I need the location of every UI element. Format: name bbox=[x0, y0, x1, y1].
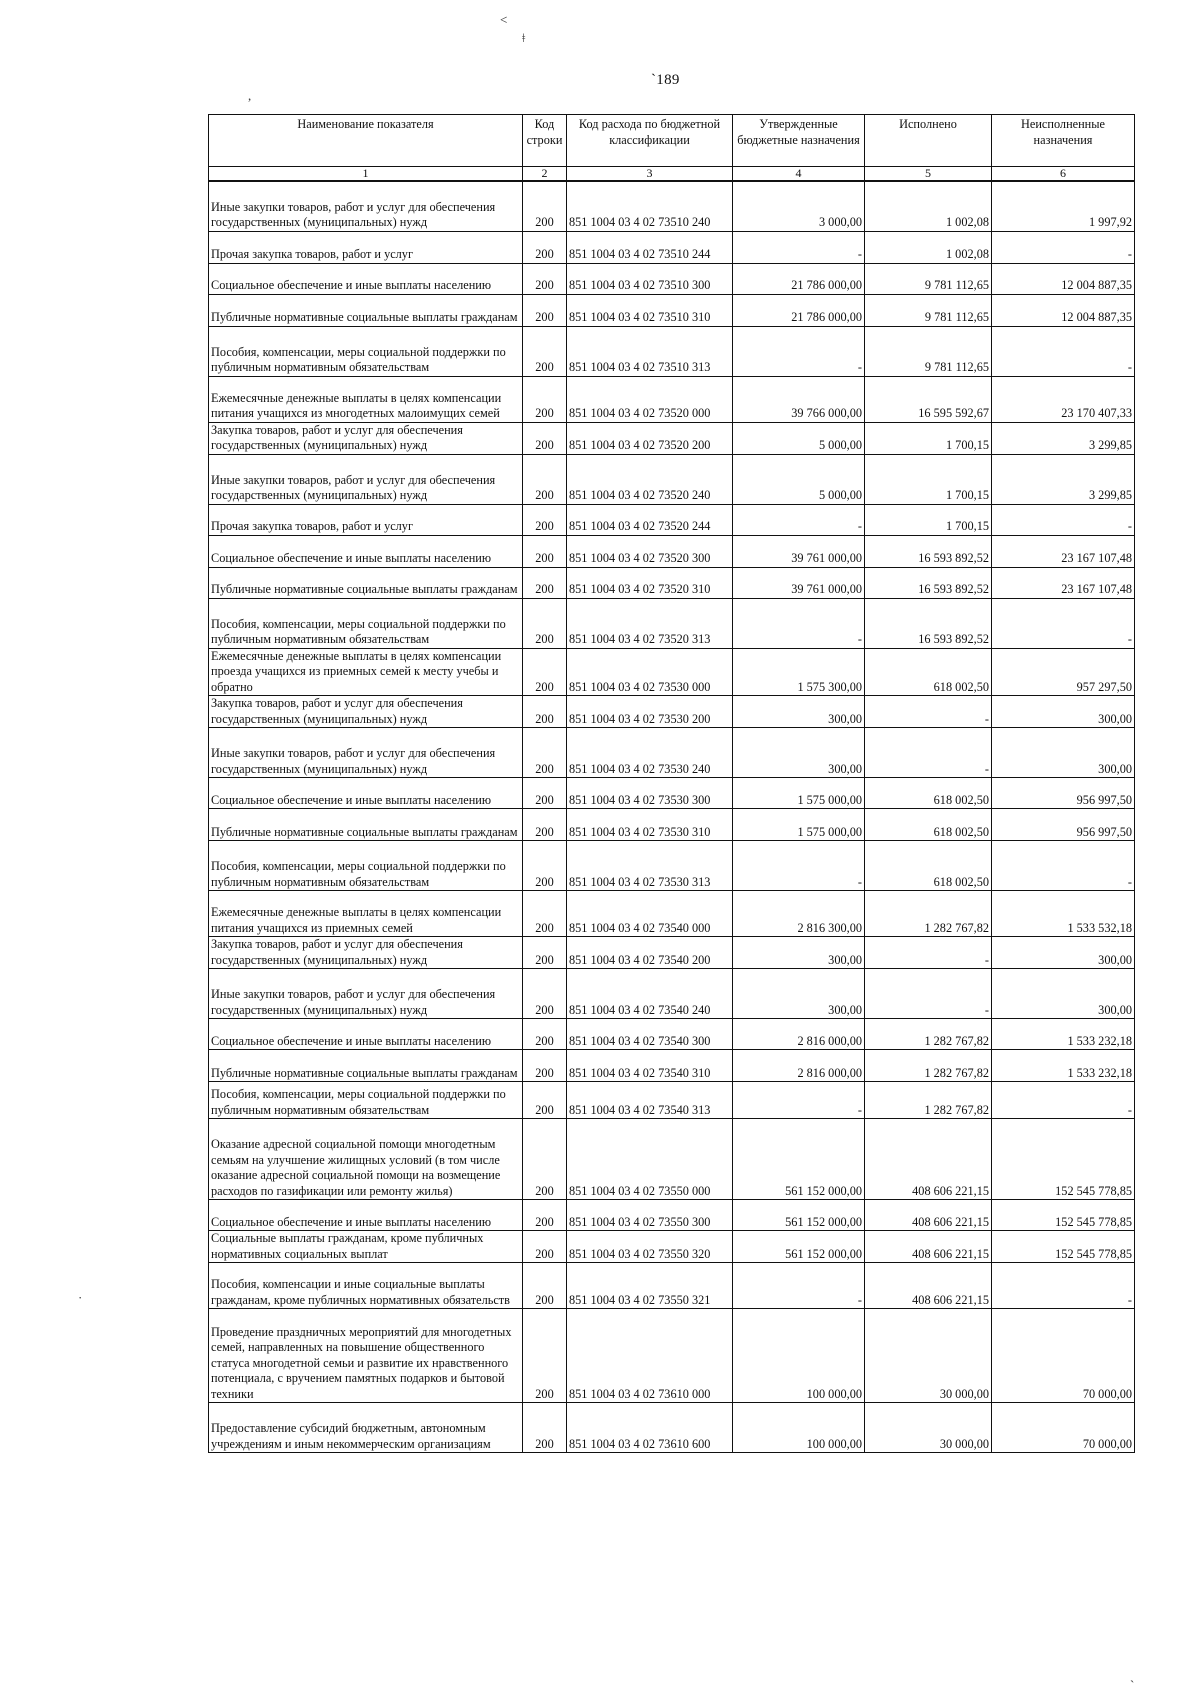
executed-amount: - bbox=[865, 937, 992, 969]
line-code: 200 bbox=[523, 728, 567, 778]
unexecuted-amount: 1 533 532,18 bbox=[992, 891, 1135, 937]
approved-amount: - bbox=[733, 504, 865, 535]
line-code: 200 bbox=[523, 696, 567, 728]
table-row bbox=[209, 1403, 1135, 1453]
executed-amount: 9 781 112,65 bbox=[865, 326, 992, 376]
classification-code: 851 1004 03 4 02 73510 310 bbox=[567, 294, 733, 326]
unexecuted-amount: 70 000,00 bbox=[992, 1309, 1135, 1403]
line-code: 200 bbox=[523, 1082, 567, 1119]
approved-amount: 100 000,00 bbox=[733, 1403, 865, 1453]
line-code: 200 bbox=[523, 969, 567, 1019]
table-row bbox=[209, 891, 1135, 937]
row-name: Социальное обеспечение и иные выплаты населению bbox=[209, 1200, 523, 1231]
approved-amount: 300,00 bbox=[733, 937, 865, 969]
line-code: 200 bbox=[523, 263, 567, 294]
classification-code: 851 1004 03 4 02 73550 300 bbox=[567, 1200, 733, 1231]
row-name: Оказание адресной социальной помощи многодетным семьям на улучшение жилищных условий (в том числе оказание адресной социальной помощи на возмещение расходов по газификации или ремонту жилья) bbox=[209, 1119, 523, 1200]
unexecuted-amount: 12 004 887,35 bbox=[992, 294, 1135, 326]
row-name: Иные закупки товаров, работ и услуг для обеспечения государственных (муниципальных) нужд bbox=[209, 728, 523, 778]
table-header-row bbox=[209, 115, 1135, 167]
approved-amount: 21 786 000,00 bbox=[733, 294, 865, 326]
classification-code: 851 1004 03 4 02 73510 244 bbox=[567, 231, 733, 263]
row-name: Прочая закупка товаров, работ и услуг bbox=[209, 504, 523, 535]
row-name: Пособия, компенсации, меры социальной поддержки по публичным нормативным обязательствам bbox=[209, 841, 523, 891]
unexecuted-amount: 23 167 107,48 bbox=[992, 567, 1135, 598]
approved-amount: - bbox=[733, 326, 865, 376]
column-number: 4 bbox=[733, 167, 865, 182]
executed-amount: 618 002,50 bbox=[865, 841, 992, 891]
table-row bbox=[209, 1082, 1135, 1119]
page-number: `189 bbox=[651, 72, 680, 88]
header-indicator-name: Наименование показателя bbox=[209, 115, 523, 167]
unexecuted-amount: 957 297,50 bbox=[992, 648, 1135, 696]
line-code: 200 bbox=[523, 841, 567, 891]
classification-code: 851 1004 03 4 02 73540 200 bbox=[567, 937, 733, 969]
approved-amount: 100 000,00 bbox=[733, 1309, 865, 1403]
table-row bbox=[209, 231, 1135, 263]
column-number: 1 bbox=[209, 167, 523, 182]
classification-code: 851 1004 03 4 02 73530 240 bbox=[567, 728, 733, 778]
row-name: Иные закупки товаров, работ и услуг для обеспечения государственных (муниципальных) нужд bbox=[209, 454, 523, 504]
classification-code: 851 1004 03 4 02 73610 000 bbox=[567, 1309, 733, 1403]
approved-amount: 300,00 bbox=[733, 728, 865, 778]
classification-code: 851 1004 03 4 02 73540 313 bbox=[567, 1082, 733, 1119]
table-row bbox=[209, 422, 1135, 454]
row-name: Прочая закупка товаров, работ и услуг bbox=[209, 231, 523, 263]
approved-amount: 561 152 000,00 bbox=[733, 1200, 865, 1231]
header-line-code: Код строки bbox=[523, 115, 567, 167]
executed-amount: 408 606 221,15 bbox=[865, 1119, 992, 1200]
table-row bbox=[209, 294, 1135, 326]
unexecuted-amount: 1 533 232,18 bbox=[992, 1019, 1135, 1050]
executed-amount: 1 002,08 bbox=[865, 231, 992, 263]
executed-amount: 1 002,08 bbox=[865, 181, 992, 231]
classification-code: 851 1004 03 4 02 73540 300 bbox=[567, 1019, 733, 1050]
line-code: 200 bbox=[523, 1200, 567, 1231]
executed-amount: 1 700,15 bbox=[865, 504, 992, 535]
table-row bbox=[209, 841, 1135, 891]
unexecuted-amount: 300,00 bbox=[992, 728, 1135, 778]
approved-amount: 3 000,00 bbox=[733, 181, 865, 231]
line-code: 200 bbox=[523, 294, 567, 326]
line-code: 200 bbox=[523, 937, 567, 969]
approved-amount: 1 575 000,00 bbox=[733, 809, 865, 841]
approved-amount: 1 575 000,00 bbox=[733, 778, 865, 809]
table-row bbox=[209, 809, 1135, 841]
executed-amount: 16 593 892,52 bbox=[865, 598, 992, 648]
classification-code: 851 1004 03 4 02 73520 300 bbox=[567, 535, 733, 567]
line-code: 200 bbox=[523, 1231, 567, 1263]
executed-amount: 1 700,15 bbox=[865, 454, 992, 504]
line-code: 200 bbox=[523, 567, 567, 598]
unexecuted-amount: 23 170 407,33 bbox=[992, 376, 1135, 422]
row-name: Пособия, компенсации, меры социальной поддержки по публичным нормативным обязательствам bbox=[209, 598, 523, 648]
classification-code: 851 1004 03 4 02 73520 310 bbox=[567, 567, 733, 598]
approved-amount: - bbox=[733, 231, 865, 263]
table-row bbox=[209, 535, 1135, 567]
approved-amount: 561 152 000,00 bbox=[733, 1231, 865, 1263]
unexecuted-amount: 70 000,00 bbox=[992, 1403, 1135, 1453]
row-name: Предоставление субсидий бюджетным, автономным учреждениям и иным некоммерческим организациям bbox=[209, 1403, 523, 1453]
row-name: Закупка товаров, работ и услуг для обеспечения государственных (муниципальных) нужд bbox=[209, 937, 523, 969]
executed-amount: 1 700,15 bbox=[865, 422, 992, 454]
line-code: 200 bbox=[523, 809, 567, 841]
classification-code: 851 1004 03 4 02 73510 240 bbox=[567, 181, 733, 231]
classification-code: 851 1004 03 4 02 73530 200 bbox=[567, 696, 733, 728]
line-code: 200 bbox=[523, 422, 567, 454]
line-code: 200 bbox=[523, 1050, 567, 1082]
unexecuted-amount: - bbox=[992, 504, 1135, 535]
line-code: 200 bbox=[523, 1263, 567, 1309]
approved-amount: - bbox=[733, 1263, 865, 1309]
unexecuted-amount: - bbox=[992, 598, 1135, 648]
row-name: Социальное обеспечение и иные выплаты населению bbox=[209, 1019, 523, 1050]
table-row bbox=[209, 567, 1135, 598]
column-number: 3 bbox=[567, 167, 733, 182]
executed-amount: 618 002,50 bbox=[865, 809, 992, 841]
classification-code: 851 1004 03 4 02 73520 313 bbox=[567, 598, 733, 648]
row-name: Закупка товаров, работ и услуг для обеспечения государственных (муниципальных) нужд bbox=[209, 422, 523, 454]
executed-amount: 16 593 892,52 bbox=[865, 567, 992, 598]
executed-amount: 9 781 112,65 bbox=[865, 263, 992, 294]
header-classification-code: Код расхода по бюджетной классификации bbox=[567, 115, 733, 167]
executed-amount: - bbox=[865, 696, 992, 728]
row-name: Публичные нормативные социальные выплаты гражданам bbox=[209, 809, 523, 841]
table-row bbox=[209, 454, 1135, 504]
approved-amount: - bbox=[733, 598, 865, 648]
approved-amount: 5 000,00 bbox=[733, 454, 865, 504]
approved-amount: 39 761 000,00 bbox=[733, 567, 865, 598]
table-row bbox=[209, 778, 1135, 809]
unexecuted-amount: - bbox=[992, 1082, 1135, 1119]
executed-amount: 1 282 767,82 bbox=[865, 1082, 992, 1119]
unexecuted-amount: 300,00 bbox=[992, 696, 1135, 728]
row-name: Социальное обеспечение и иные выплаты населению bbox=[209, 263, 523, 294]
approved-amount: 21 786 000,00 bbox=[733, 263, 865, 294]
line-code: 200 bbox=[523, 504, 567, 535]
scan-artifact: ǂ bbox=[522, 30, 526, 45]
classification-code: 851 1004 03 4 02 73510 313 bbox=[567, 326, 733, 376]
executed-amount: 618 002,50 bbox=[865, 648, 992, 696]
unexecuted-amount: - bbox=[992, 231, 1135, 263]
executed-amount: 408 606 221,15 bbox=[865, 1263, 992, 1309]
column-number: 6 bbox=[992, 167, 1135, 182]
row-name: Пособия, компенсации, меры социальной поддержки по публичным нормативным обязательствам bbox=[209, 326, 523, 376]
table-row bbox=[209, 1309, 1135, 1403]
executed-amount: 1 282 767,82 bbox=[865, 1019, 992, 1050]
approved-amount: 561 152 000,00 bbox=[733, 1119, 865, 1200]
column-number-row bbox=[209, 167, 1135, 182]
approved-amount: 2 816 300,00 bbox=[733, 891, 865, 937]
table-row bbox=[209, 937, 1135, 969]
row-name: Закупка товаров, работ и услуг для обеспечения государственных (муниципальных) нужд bbox=[209, 696, 523, 728]
approved-amount: - bbox=[733, 1082, 865, 1119]
unexecuted-amount: 12 004 887,35 bbox=[992, 263, 1135, 294]
table-row bbox=[209, 1050, 1135, 1082]
unexecuted-amount: 23 167 107,48 bbox=[992, 535, 1135, 567]
classification-code: 851 1004 03 4 02 73540 240 bbox=[567, 969, 733, 1019]
approved-amount: 5 000,00 bbox=[733, 422, 865, 454]
row-name: Ежемесячные денежные выплаты в целях компенсации проезда учащихся из приемных семей к месту учебы и обратно bbox=[209, 648, 523, 696]
line-code: 200 bbox=[523, 231, 567, 263]
row-name: Иные закупки товаров, работ и услуг для обеспечения государственных (муниципальных) нужд bbox=[209, 969, 523, 1019]
table-row bbox=[209, 598, 1135, 648]
unexecuted-amount: - bbox=[992, 841, 1135, 891]
row-name: Пособия, компенсации, меры социальной поддержки по публичным нормативным обязательствам bbox=[209, 1082, 523, 1119]
executed-amount: 30 000,00 bbox=[865, 1403, 992, 1453]
table-row bbox=[209, 696, 1135, 728]
table-row bbox=[209, 969, 1135, 1019]
table-row bbox=[209, 1119, 1135, 1200]
unexecuted-amount: 956 997,50 bbox=[992, 809, 1135, 841]
row-name: Социальное обеспечение и иные выплаты населению bbox=[209, 535, 523, 567]
unexecuted-amount: 152 545 778,85 bbox=[992, 1200, 1135, 1231]
approved-amount: 39 766 000,00 bbox=[733, 376, 865, 422]
classification-code: 851 1004 03 4 02 73540 000 bbox=[567, 891, 733, 937]
scan-artifact: · bbox=[78, 1290, 83, 1305]
table-row bbox=[209, 1019, 1135, 1050]
row-name: Публичные нормативные социальные выплаты гражданам bbox=[209, 294, 523, 326]
approved-amount: - bbox=[733, 841, 865, 891]
table-row bbox=[209, 376, 1135, 422]
classification-code: 851 1004 03 4 02 73520 000 bbox=[567, 376, 733, 422]
line-code: 200 bbox=[523, 598, 567, 648]
unexecuted-amount: 1 997,92 bbox=[992, 181, 1135, 231]
table-row bbox=[209, 326, 1135, 376]
classification-code: 851 1004 03 4 02 73550 321 bbox=[567, 1263, 733, 1309]
classification-code: 851 1004 03 4 02 73530 313 bbox=[567, 841, 733, 891]
unexecuted-amount: 300,00 bbox=[992, 969, 1135, 1019]
unexecuted-amount: 3 299,85 bbox=[992, 454, 1135, 504]
approved-amount: 2 816 000,00 bbox=[733, 1019, 865, 1050]
classification-code: 851 1004 03 4 02 73520 200 bbox=[567, 422, 733, 454]
row-name: Публичные нормативные социальные выплаты гражданам bbox=[209, 1050, 523, 1082]
line-code: 200 bbox=[523, 454, 567, 504]
column-number: 5 bbox=[865, 167, 992, 182]
line-code: 200 bbox=[523, 181, 567, 231]
executed-amount: 9 781 112,65 bbox=[865, 294, 992, 326]
row-name: Иные закупки товаров, работ и услуг для обеспечения государственных (муниципальных) нужд bbox=[209, 181, 523, 231]
row-name: Публичные нормативные социальные выплаты гражданам bbox=[209, 567, 523, 598]
executed-amount: 16 595 592,67 bbox=[865, 376, 992, 422]
table-row bbox=[209, 181, 1135, 231]
classification-code: 851 1004 03 4 02 73530 300 bbox=[567, 778, 733, 809]
header-approved: Утвержденные бюджетные назначения bbox=[733, 115, 865, 167]
unexecuted-amount: - bbox=[992, 326, 1135, 376]
line-code: 200 bbox=[523, 1309, 567, 1403]
unexecuted-amount: 152 545 778,85 bbox=[992, 1231, 1135, 1263]
line-code: 200 bbox=[523, 648, 567, 696]
table-row bbox=[209, 1200, 1135, 1231]
classification-code: 851 1004 03 4 02 73520 240 bbox=[567, 454, 733, 504]
table-row bbox=[209, 728, 1135, 778]
classification-code: 851 1004 03 4 02 73550 320 bbox=[567, 1231, 733, 1263]
classification-code: 851 1004 03 4 02 73510 300 bbox=[567, 263, 733, 294]
line-code: 200 bbox=[523, 1403, 567, 1453]
executed-amount: 1 282 767,82 bbox=[865, 1050, 992, 1082]
executed-amount: - bbox=[865, 728, 992, 778]
row-name: Пособия, компенсации и иные социальные выплаты гражданам, кроме публичных нормативных обязательств bbox=[209, 1263, 523, 1309]
column-number: 2 bbox=[523, 167, 567, 182]
executed-amount: 408 606 221,15 bbox=[865, 1231, 992, 1263]
table-row bbox=[209, 504, 1135, 535]
unexecuted-amount: 1 533 232,18 bbox=[992, 1050, 1135, 1082]
line-code: 200 bbox=[523, 1019, 567, 1050]
classification-code: 851 1004 03 4 02 73530 310 bbox=[567, 809, 733, 841]
line-code: 200 bbox=[523, 376, 567, 422]
approved-amount: 300,00 bbox=[733, 696, 865, 728]
executed-amount: 16 593 892,52 bbox=[865, 535, 992, 567]
table-row bbox=[209, 1231, 1135, 1263]
executed-amount: - bbox=[865, 969, 992, 1019]
header-executed: Исполнено bbox=[865, 115, 992, 167]
line-code: 200 bbox=[523, 535, 567, 567]
classification-code: 851 1004 03 4 02 73540 310 bbox=[567, 1050, 733, 1082]
line-code: 200 bbox=[523, 1119, 567, 1200]
classification-code: 851 1004 03 4 02 73550 000 bbox=[567, 1119, 733, 1200]
executed-amount: 618 002,50 bbox=[865, 778, 992, 809]
table-row bbox=[209, 263, 1135, 294]
unexecuted-amount: 152 545 778,85 bbox=[992, 1119, 1135, 1200]
row-name: Социальные выплаты гражданам, кроме публичных нормативных социальных выплат bbox=[209, 1231, 523, 1263]
executed-amount: 1 282 767,82 bbox=[865, 891, 992, 937]
classification-code: 851 1004 03 4 02 73610 600 bbox=[567, 1403, 733, 1453]
executed-amount: 408 606 221,15 bbox=[865, 1200, 992, 1231]
line-code: 200 bbox=[523, 326, 567, 376]
line-code: 200 bbox=[523, 891, 567, 937]
unexecuted-amount: 300,00 bbox=[992, 937, 1135, 969]
table-row bbox=[209, 1263, 1135, 1309]
row-name: Проведение праздничных мероприятий для многодетных семей, направленных на повышение общественного статуса многодетной семьи и развитие их нравственного потенциала, с вручением памятных подарков и бытовой техники bbox=[209, 1309, 523, 1403]
scan-artifact: , bbox=[248, 88, 252, 103]
approved-amount: 1 575 300,00 bbox=[733, 648, 865, 696]
unexecuted-amount: 3 299,85 bbox=[992, 422, 1135, 454]
row-name: Социальное обеспечение и иные выплаты населению bbox=[209, 778, 523, 809]
row-name: Ежемесячные денежные выплаты в целях компенсации питания учащихся из приемных семей bbox=[209, 891, 523, 937]
approved-amount: 2 816 000,00 bbox=[733, 1050, 865, 1082]
approved-amount: 300,00 bbox=[733, 969, 865, 1019]
scan-artifact: ˎ bbox=[1130, 1668, 1135, 1683]
unexecuted-amount: 956 997,50 bbox=[992, 778, 1135, 809]
table-row bbox=[209, 648, 1135, 696]
scan-artifact: ˂ ﾞ bbox=[500, 12, 521, 27]
executed-amount: 30 000,00 bbox=[865, 1309, 992, 1403]
unexecuted-amount: - bbox=[992, 1263, 1135, 1309]
row-name: Ежемесячные денежные выплаты в целях компенсации питания учащихся из многодетных малоимущих семей bbox=[209, 376, 523, 422]
classification-code: 851 1004 03 4 02 73530 000 bbox=[567, 648, 733, 696]
line-code: 200 bbox=[523, 778, 567, 809]
budget-execution-table bbox=[208, 114, 1135, 1453]
approved-amount: 39 761 000,00 bbox=[733, 535, 865, 567]
header-unexecuted: Неисполненные назначения bbox=[992, 115, 1135, 167]
classification-code: 851 1004 03 4 02 73520 244 bbox=[567, 504, 733, 535]
